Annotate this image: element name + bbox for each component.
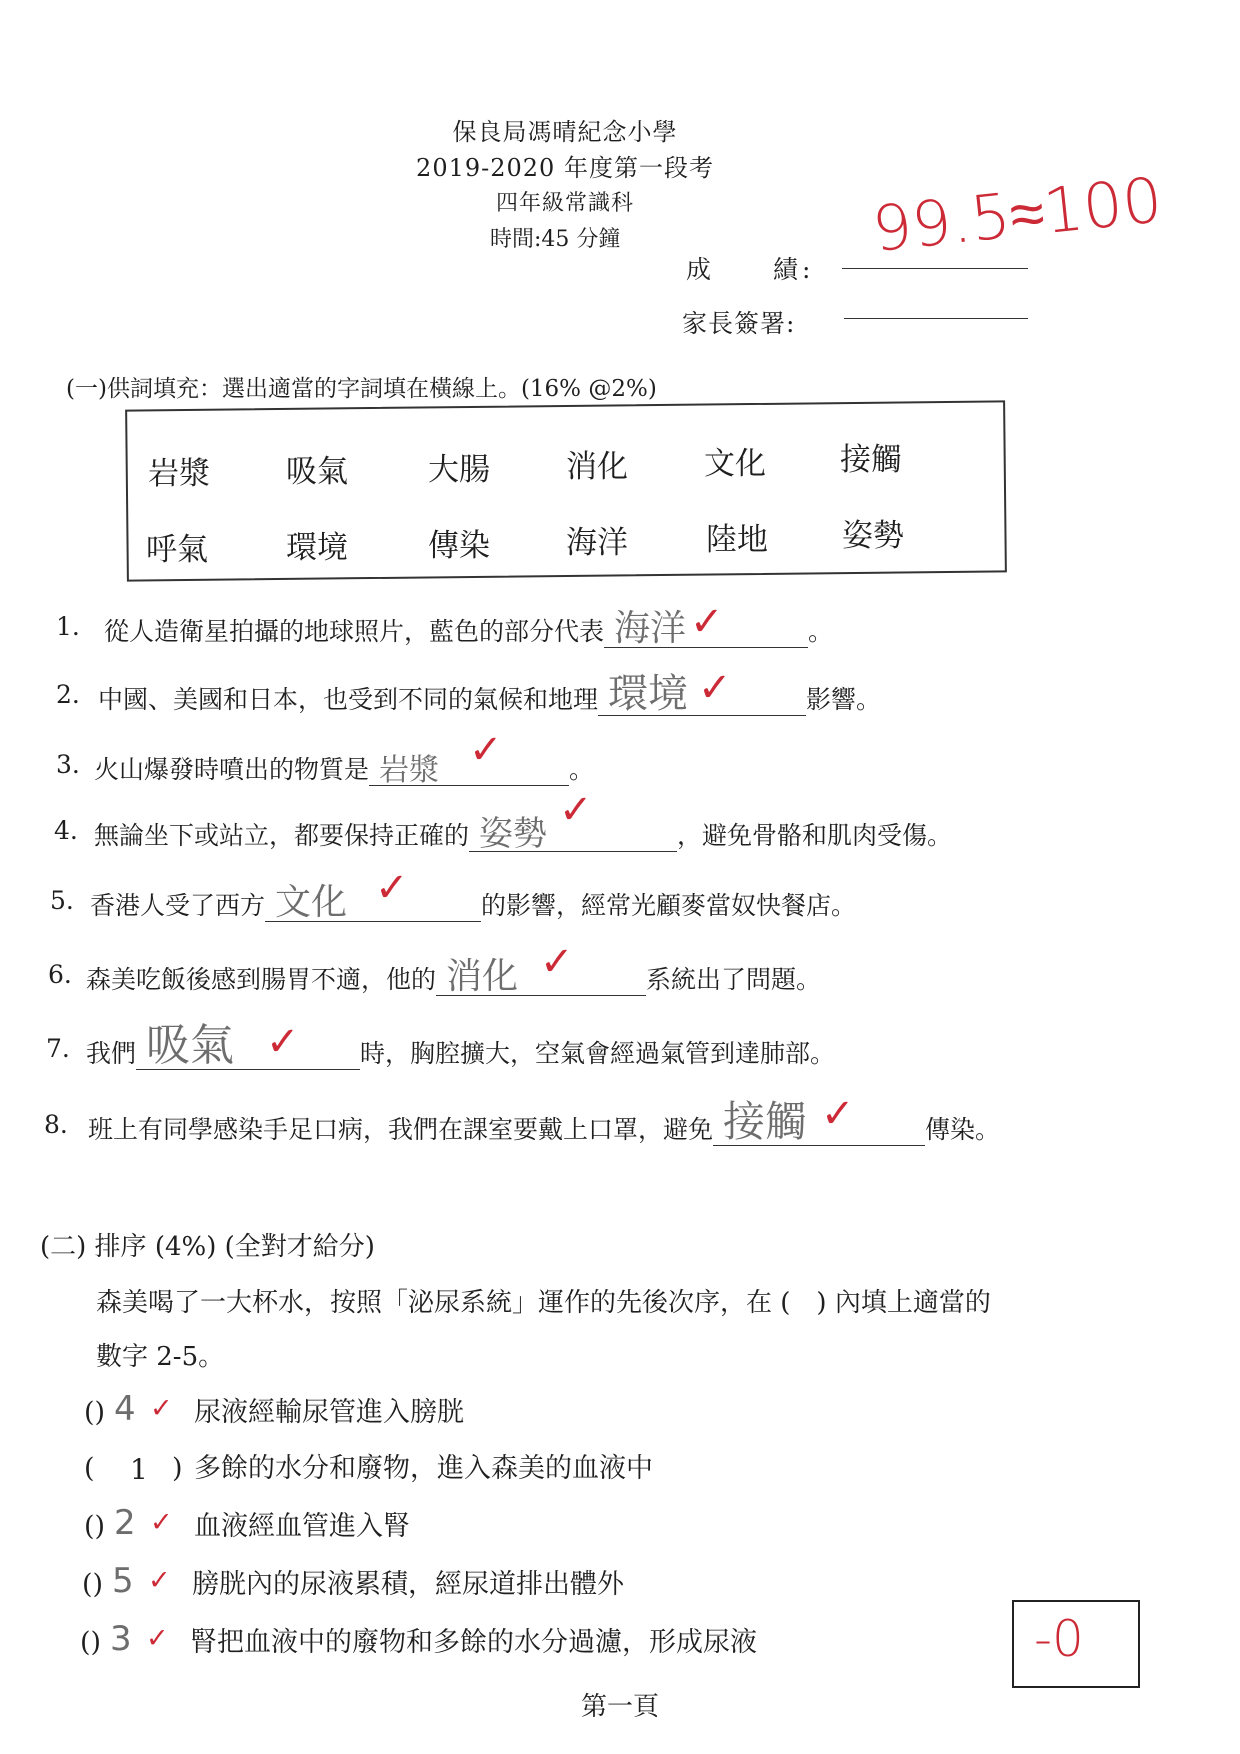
question-text-end: 影響。 [806, 685, 882, 714]
question-text: 香港人受了西方 [90, 891, 266, 920]
order-answer-parentheses[interactable]: ( 3 ✓ ) [80, 1619, 169, 1659]
answer-blank[interactable] [136, 1019, 360, 1071]
section1-title: (一)供詞填充：選出適當的字詞填在橫線上。(16% @2%) [66, 376, 657, 402]
question-text: 我們 [86, 1039, 137, 1068]
question-8 [44, 1091, 1104, 1150]
question-text: 從人造衛星拍攝的地球照片，藍色的部分代表 [104, 617, 605, 646]
word-bank-item: 姿勢 [842, 518, 904, 554]
check-mark-icon: ✓ [266, 1019, 300, 1065]
handwritten-answer: 接觸 [723, 1097, 808, 1146]
word-bank-item: 吸氣 [286, 454, 348, 490]
order-item-4 [82, 1562, 624, 1601]
question-number: 4. [54, 816, 78, 845]
question-text-end: ，避免骨骼和肌肉受傷。 [677, 821, 953, 850]
word-bank-item: 岩漿 [148, 456, 210, 492]
answer-blank[interactable] [265, 865, 481, 923]
order-item-text: 膀胱內的尿液累積，經尿道排出體外 [192, 1569, 624, 1600]
page-score-box [1012, 1600, 1140, 1688]
question-text-end: 系統出了問題。 [646, 965, 822, 994]
order-item-3 [84, 1504, 410, 1543]
check-mark-icon: ✓ [821, 1091, 855, 1137]
question-text: 森美吃飯後感到腸胃不適，他的 [86, 965, 437, 994]
word-bank-item: 傳染 [428, 528, 490, 564]
check-mark-icon: ✓ [150, 1393, 173, 1424]
section2-instruction-line1: 森美喝了一大杯水，按照「泌尿系統」運作的先後次序，在 ( ) 內填上適當的 [96, 1288, 991, 1318]
order-answer-parentheses[interactable]: ( 5 ✓ ) [82, 1561, 171, 1601]
question-text: 火山爆發時噴出的物質是 [94, 755, 370, 784]
question-6 [48, 939, 1028, 1000]
check-mark-icon: ✓ [148, 1565, 171, 1596]
question-5 [50, 865, 1030, 926]
question-4 [54, 787, 1034, 856]
check-mark-icon: ✓ [469, 727, 503, 773]
question-number: 8. [44, 1110, 68, 1139]
order-item-1 [84, 1390, 464, 1429]
question-text-end: 。 [808, 617, 834, 646]
handwritten-order-number: 5 [112, 1561, 134, 1601]
word-bank-item: 呼氣 [146, 532, 208, 568]
word-bank-item: 大腸 [428, 452, 490, 488]
word-bank-item: 海洋 [566, 525, 628, 561]
order-item-text: 血液經血管進入腎 [194, 1511, 410, 1542]
check-mark-icon: ✓ [690, 599, 724, 645]
exam-time: 時間:45 分鐘 [490, 227, 621, 252]
score-label: 成 績: [686, 255, 815, 284]
exam-title: 2019-2020 年度第一段考 [416, 154, 714, 182]
order-item-text: 多餘的水分和廢物，進入森美的血液中 [194, 1453, 653, 1484]
handwritten-answer: 岩漿 [379, 753, 440, 788]
question-number: 7. [46, 1034, 70, 1063]
question-text-end: 。 [569, 755, 595, 784]
question-1 [56, 599, 956, 652]
page-score-value: -0 [1034, 1610, 1084, 1668]
parent-signature-line[interactable] [844, 318, 1028, 319]
school-name: 保良局馮晴紀念小學 [452, 118, 678, 146]
handwritten-answer: 姿勢 [479, 814, 548, 854]
handwritten-order-number: 3 [110, 1619, 132, 1659]
order-item-text: 尿液經輸尿管進入膀胱 [194, 1397, 464, 1428]
question-text-end: 傳染。 [925, 1115, 1001, 1144]
handwritten-answer: 吸氣 [146, 1020, 235, 1071]
question-number: 6. [48, 960, 72, 989]
handwritten-order-number: 4 [114, 1389, 136, 1429]
question-text: 中國、美國和日本，也受到不同的氣候和地理 [98, 685, 599, 714]
word-bank-item: 環境 [286, 530, 348, 566]
word-bank-item: 接觸 [840, 442, 902, 478]
order-answer-parentheses[interactable]: ( 2 ✓ ) [84, 1503, 173, 1543]
score-value: 99.5≈100 [868, 163, 1166, 266]
score-line [842, 268, 1028, 269]
answer-blank[interactable] [469, 787, 677, 854]
check-mark-icon: ✓ [559, 787, 593, 833]
word-bank-item: 陸地 [706, 522, 768, 558]
question-number: 3. [56, 750, 80, 779]
check-mark-icon: ✓ [375, 865, 409, 911]
question-number: 2. [56, 680, 80, 709]
handwritten-answer: 海洋 [614, 608, 687, 649]
answer-blank[interactable] [604, 599, 808, 649]
question-number: 5. [50, 886, 74, 915]
handwritten-answer: 環境 [608, 671, 689, 717]
question-number: 1. [56, 612, 80, 641]
question-text-end: 時，胸腔擴大，空氣會經過氣管到達肺部。 [360, 1039, 836, 1068]
word-bank-item: 文化 [704, 446, 766, 482]
question-2 [56, 665, 956, 720]
printed-order-number: 1 [130, 1453, 148, 1486]
order-answer-parentheses[interactable]: ( 4 ✓ ) [84, 1389, 173, 1429]
check-mark-icon: ✓ [540, 939, 574, 985]
answer-blank[interactable] [436, 939, 646, 997]
order-answer-parentheses: ( 1 ) [84, 1453, 183, 1486]
parent-signature-label: 家長簽署: [682, 309, 796, 338]
question-3 [56, 727, 956, 790]
handwritten-answer: 消化 [446, 956, 519, 997]
check-mark-icon: ✓ [698, 665, 732, 711]
answer-blank[interactable] [713, 1091, 925, 1146]
handwritten-order-number: 2 [114, 1503, 136, 1543]
answer-blank[interactable] [598, 665, 806, 717]
check-mark-icon: ✓ [146, 1623, 169, 1654]
order-item-text: 腎把血液中的廢物和多餘的水分過濾，形成尿液 [190, 1627, 757, 1658]
question-text: 無論坐下或站立，都要保持正確的 [94, 821, 470, 850]
check-mark-icon: ✓ [150, 1507, 173, 1538]
section2-instruction-line2: 數字 2-5。 [96, 1342, 225, 1372]
page-number: 第一頁 [580, 1692, 659, 1722]
question-text-end: 的影響，經常光顧麥當奴快餐店。 [481, 891, 857, 920]
grade-subject: 四年級常識科 [495, 191, 634, 216]
answer-blank[interactable] [369, 727, 569, 788]
question-7 [46, 1019, 1046, 1074]
question-text: 班上有同學感染手足口病，我們在課室要戴上口罩，避免 [88, 1115, 714, 1144]
order-item-5 [80, 1620, 757, 1659]
word-bank-item: 消化 [566, 449, 628, 485]
handwritten-answer: 文化 [275, 882, 348, 923]
section2-title: (二) 排序 (4%) (全對才給分) [40, 1232, 375, 1262]
order-item-2 [84, 1446, 653, 1485]
